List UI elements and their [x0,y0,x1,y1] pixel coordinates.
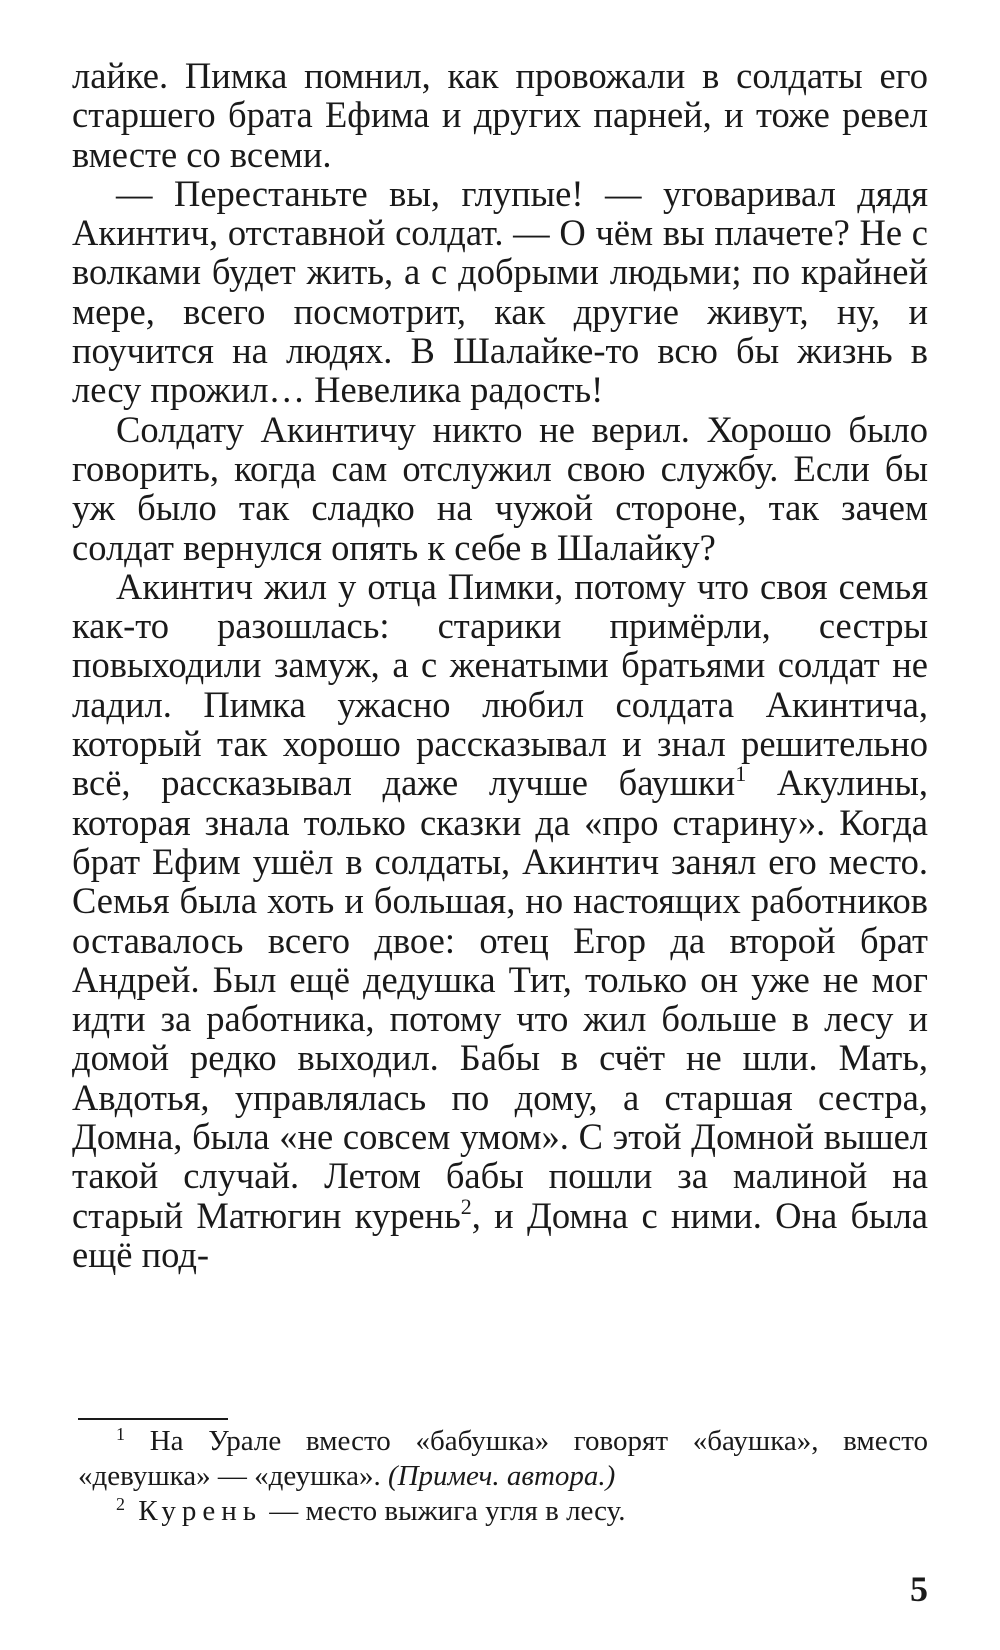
footnote-1-text: На Урале вместо «бабушка» говорят «баушка», вместо «девушка» — «деушка». [78,1425,928,1492]
paragraph-4-part-3: , и Домна с ними. Она была ещё под- [72,1194,928,1275]
paragraph-4-part-2: Акулины, которая знала только сказки да «про старину». Когда брат Ефим ушёл в солдаты, Акинтич занял его место. Семья была хоть и большая, но настоящих работников оставалось всего двое: отец Егор да второй брат Андрей. Был ещё дедушка Тит, только он уже не мог идти за работника, потому что жил больше в лесу и домой редко выходил. Бабы в счёт не шли. Мать, Авдотья, управлялась по дому, а старшая сестра, Домна, была «не совсем умом». С этой Домной вышел такой случай. Летом бабы пошли за малиной на старый Матюгин курень [72,762,928,1236]
footnote-2 [78,1494,928,1529]
footnote-2-marker: 2 [116,1494,125,1514]
paragraph-4 [72,567,928,1274]
paragraph-4-part-1: Акинтич жил у отца Пимки, потому что своя семья как-то разошлась: старики примёрли, сестры повыходили замуж, а с женатыми братьями солдат не ладил. Пимка ужасно любил солдата Акинтича, который так хорошо рассказывал и знал решительно всё, рассказывал даже лучше баушки [72,565,928,804]
footnote-1-author-note: (Примеч. автора.) [387,1460,616,1492]
footnote-ref-2: 2 [460,1193,472,1219]
paragraph-2: — Перестаньте вы, глупые! — уговаривал дядя Акинтич, отставной солдат. — О чём вы плачете? Не с волками будет жить, а с добрыми людьми; по крайней мере, всего посмотрит, как другие живут, ну, и поучится на людях. В Шалайке-то всю бы жизнь в лесу прожил… Невелика радость! [72,172,928,411]
footnote-1-marker: 1 [116,1424,125,1444]
paragraph-1: лайке. Пимка помнил, как провожали в солдаты его старшего брата Ефима и других парней, и тоже ревел вместе со всеми. [72,55,928,175]
footnote-2-text: — место выжига угля в лесу. [262,1495,626,1527]
page-number: 5 [910,1569,928,1609]
footnote-ref-1: 1 [735,761,747,787]
footnote-1 [78,1424,928,1494]
main-text [72,56,928,1274]
footnote-2-term: Курень [125,1495,263,1527]
paragraph-3: Солдату Акинтичу никто не верил. Хорошо было говорить, когда сам отслужил свою службу. Если бы уж было так сладко на чужой стороне, так зачем солдат вернулся опять к себе в Шалайку? [72,408,928,568]
footnote-divider [78,1418,228,1420]
footnotes [78,1424,928,1529]
